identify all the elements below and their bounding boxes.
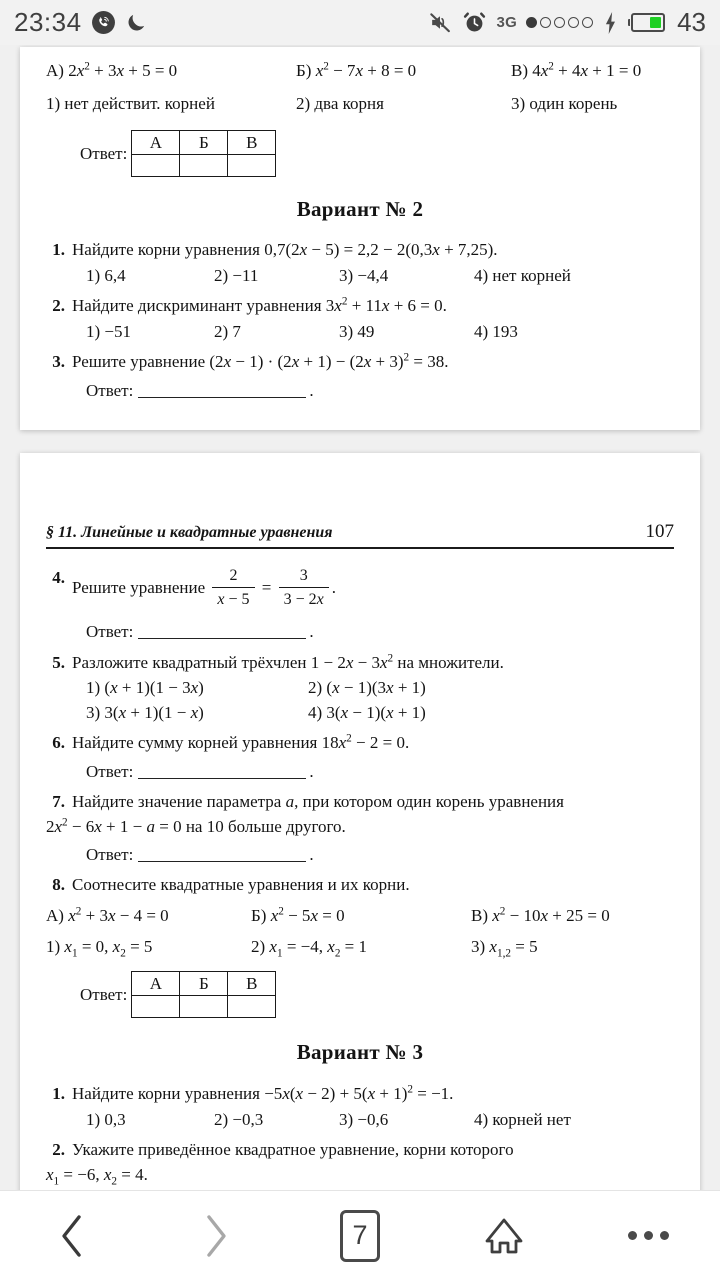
question-number: 2. xyxy=(52,296,65,316)
question-4-answer: Ответ: . xyxy=(86,622,314,642)
option-3[interactable]: 3) −4,4 xyxy=(339,265,389,285)
table-row xyxy=(132,996,276,1018)
match-equations-row xyxy=(46,59,674,82)
option-3[interactable]: 3) −0,6 xyxy=(339,1109,389,1129)
option-4[interactable]: 4) нет корней xyxy=(474,265,571,285)
browser-bottom-nav xyxy=(0,1190,720,1280)
answer-label: Ответ: xyxy=(86,622,134,642)
match-option-1[interactable]: 1) $x_1 = 0$, $x_2 = 5$ xyxy=(46,937,153,960)
option-2[interactable]: 2) −0,3 xyxy=(214,1109,264,1129)
question-5 xyxy=(46,651,674,674)
option-2[interactable]: 2) 7 xyxy=(214,321,241,341)
section-title: § 11. Линейные и квадратные уравнения xyxy=(46,524,333,541)
option-2[interactable]: 2) (x − 1)(3x + 1) xyxy=(308,678,426,698)
question-number: 4. xyxy=(52,568,65,588)
table-row xyxy=(132,971,276,995)
answer-label: Ответ: xyxy=(80,143,128,163)
question-8-equations xyxy=(46,904,674,927)
fraction-numerator: 2 xyxy=(229,567,238,585)
answer-blank[interactable] xyxy=(138,625,306,639)
page-card-1[interactable] xyxy=(20,47,700,430)
question-number: 7. xyxy=(52,792,65,812)
match-option-2: 2) два корня xyxy=(296,94,384,114)
question-text: Найдите значение параметра a, при котором один корень уравнения xyxy=(72,792,564,812)
page-card-2[interactable] xyxy=(20,453,700,1190)
back-button[interactable] xyxy=(0,1191,144,1280)
variant-2-title: Вариант № 2 xyxy=(296,197,424,222)
question-8-options xyxy=(46,935,674,958)
question-8 xyxy=(46,873,674,896)
status-bar-left xyxy=(14,7,148,38)
fraction-right xyxy=(279,565,329,611)
question-number: 1. xyxy=(52,240,65,260)
back-chevron-icon xyxy=(59,1214,85,1258)
tab-count-badge: 7 xyxy=(340,1210,380,1262)
variant3-question-1-options xyxy=(46,1108,674,1131)
forward-chevron-icon xyxy=(203,1214,229,1258)
more-menu-button[interactable] xyxy=(576,1191,720,1280)
question-text: Найдите корни уравнения 0,7(2x − 5) = 2,2 − 2(0,3x + 7,25). xyxy=(72,240,498,260)
answer-cell-v[interactable] xyxy=(228,155,276,177)
battery-icon xyxy=(628,13,665,32)
battery-percent-label: 43 xyxy=(677,7,706,37)
answer-grid-table[interactable] xyxy=(131,130,276,177)
question-text: Найдите корни уравнения $-5x(x - 2) + 5(x + 1)^2 = -1$. xyxy=(72,1083,454,1104)
fraction-numerator: 3 xyxy=(299,567,308,585)
question-2 xyxy=(46,294,674,317)
answer-blank[interactable] xyxy=(138,848,306,862)
option-2[interactable]: 2) −11 xyxy=(214,265,259,285)
answer-label: Ответ: xyxy=(86,761,134,781)
network-type-label: 3G xyxy=(496,14,518,31)
question-text: Разложите квадратный трёхчлен $1 - 2x - 3x^2$ на множители. xyxy=(72,652,504,672)
page-number: 107 xyxy=(645,521,674,542)
answer-header-a: А xyxy=(132,130,180,154)
charging-bolt-icon xyxy=(602,11,619,35)
question-7 xyxy=(46,790,674,813)
more-menu-icon xyxy=(628,1231,669,1240)
option-4[interactable]: 4) 3(x − 1)(x + 1) xyxy=(308,702,426,722)
status-bar xyxy=(0,0,720,45)
match-equation-b: Б) $x^2 - 7x + 8 = 0$ xyxy=(296,60,417,80)
answer-header-b: Б xyxy=(180,971,228,995)
match-equation-b: Б) $x^2 - 5x = 0$ xyxy=(251,905,345,925)
question-3-answer: Ответ: . xyxy=(86,380,314,400)
option-3[interactable]: 3) 3(x + 1)(1 − x) xyxy=(86,702,204,722)
match-option-3[interactable]: 3) $x_{1,2} = 5$ xyxy=(471,937,538,960)
option-1[interactable]: 1) 6,4 xyxy=(86,265,126,285)
question-number: 2. xyxy=(52,1140,65,1160)
answer-table-block-2 xyxy=(46,971,674,1018)
answer-cell-a[interactable] xyxy=(132,155,180,177)
question-1-options xyxy=(46,264,674,287)
question-number: 5. xyxy=(52,652,65,672)
document-viewport[interactable] xyxy=(0,45,720,1190)
match-option-3: 3) один корень xyxy=(511,94,618,114)
fraction-denominator: 3 − 2x xyxy=(279,587,329,611)
question-number: 1. xyxy=(52,1084,65,1104)
question-text: Соотнесите квадратные уравнения и их корни. xyxy=(72,875,410,895)
question-3 xyxy=(46,350,674,373)
question-text: Укажите приведённое квадратное уравнение, корни которого xyxy=(72,1140,514,1160)
answer-table-block-1 xyxy=(46,130,674,177)
question-text: Найдите сумму корней уравнения $18x^2 - 2 = 0$. xyxy=(72,732,410,753)
match-equation-v: В) $4x^2 + 4x + 1 = 0$ xyxy=(511,60,642,80)
question-7-line2: $2x^2 - 6x + 1 - a = 0$ на 10 больше другого. xyxy=(46,815,346,836)
variant3-question-2-line2: $x_1 = -6$, $x_2 = 4$. xyxy=(46,1164,148,1187)
signal-strength-indicator xyxy=(526,17,593,28)
forward-button[interactable] xyxy=(144,1191,288,1280)
equals-sign: = xyxy=(261,578,272,598)
match-equation-v: В) $x^2 - 10x + 25 = 0$ xyxy=(471,905,610,925)
question-number: 3. xyxy=(52,352,65,372)
question-4 xyxy=(46,566,674,612)
viber-icon xyxy=(91,10,116,35)
answer-grid-table[interactable] xyxy=(131,971,276,1018)
table-row xyxy=(132,130,276,154)
match-equation-a: А) $x^2 + 3x - 4 = 0$ xyxy=(46,905,169,925)
question-5-options-row2 xyxy=(46,701,674,724)
answer-blank[interactable] xyxy=(138,384,306,398)
answer-header-v: В xyxy=(228,971,276,995)
question-text: Решите уравнение $\frac{2}{x - 5}$ = $\frac{3}{3 - 2x}$ . xyxy=(72,566,674,612)
do-not-disturb-moon-icon xyxy=(125,11,148,34)
answer-cell-a[interactable] xyxy=(132,996,180,1018)
option-1[interactable]: 1) 0,3 xyxy=(86,1109,126,1129)
question-number: 6. xyxy=(52,733,65,753)
question-number: 8. xyxy=(52,875,65,895)
volume-mute-icon xyxy=(428,10,453,35)
option-4[interactable]: 4) корней нет xyxy=(474,1109,571,1129)
question-6 xyxy=(46,731,674,754)
answer-cell-v[interactable] xyxy=(228,996,276,1018)
match-option-1: 1) нет действит. корней xyxy=(46,94,215,114)
alarm-clock-icon xyxy=(462,10,487,35)
fraction-left xyxy=(212,565,254,611)
question-2-options xyxy=(46,320,674,343)
answer-cell-b[interactable] xyxy=(180,155,228,177)
table-row xyxy=(132,155,276,177)
section-header xyxy=(46,519,674,549)
question-5-options-row1 xyxy=(46,676,674,699)
variant3-question-1 xyxy=(46,1082,674,1105)
question-text: Найдите дискриминант уравнения $3x^2 + 11x + 6 = 0$. xyxy=(72,295,447,316)
status-bar-right xyxy=(428,7,706,38)
option-3[interactable]: 3) 49 xyxy=(339,321,375,341)
answer-header-a: А xyxy=(132,971,180,995)
variant3-question-2 xyxy=(46,1138,674,1161)
match-option-2[interactable]: 2) $x_1 = -4$, $x_2 = 1$ xyxy=(251,937,368,960)
question-6-answer: Ответ: . xyxy=(86,761,314,781)
answer-label: Ответ: xyxy=(86,845,134,864)
status-clock: 23:34 xyxy=(14,7,82,37)
question-1 xyxy=(46,238,674,261)
question-text: Решите уравнение $(2x - 1) \cdot (2x + 1) - (2x + 3)^2 = 38$. xyxy=(72,351,449,372)
option-4[interactable]: 4) 193 xyxy=(474,321,518,341)
answer-blank[interactable] xyxy=(138,765,306,779)
answer-label: Ответ: xyxy=(86,380,134,400)
question-4-lead: Решите уравнение xyxy=(72,578,206,598)
match-options-row xyxy=(46,92,674,115)
option-1[interactable]: 1) (x + 1)(1 − 3x) xyxy=(86,678,204,698)
home-button[interactable] xyxy=(432,1191,576,1280)
answer-cell-b[interactable] xyxy=(180,996,228,1018)
tab-switcher-button[interactable] xyxy=(288,1191,432,1280)
answer-header-b: Б xyxy=(180,130,228,154)
option-1[interactable]: 1) −51 xyxy=(86,321,131,341)
answer-header-v: В xyxy=(228,130,276,154)
question-7-answer: Ответ: . xyxy=(86,845,314,864)
variant-3-title: Вариант № 3 xyxy=(296,1040,424,1065)
home-icon xyxy=(480,1212,528,1260)
answer-label: Ответ: xyxy=(80,984,128,1004)
match-equation-a: А) $2x^2 + 3x + 5 = 0$ xyxy=(46,60,178,80)
fraction-denominator: x − 5 xyxy=(212,587,254,611)
